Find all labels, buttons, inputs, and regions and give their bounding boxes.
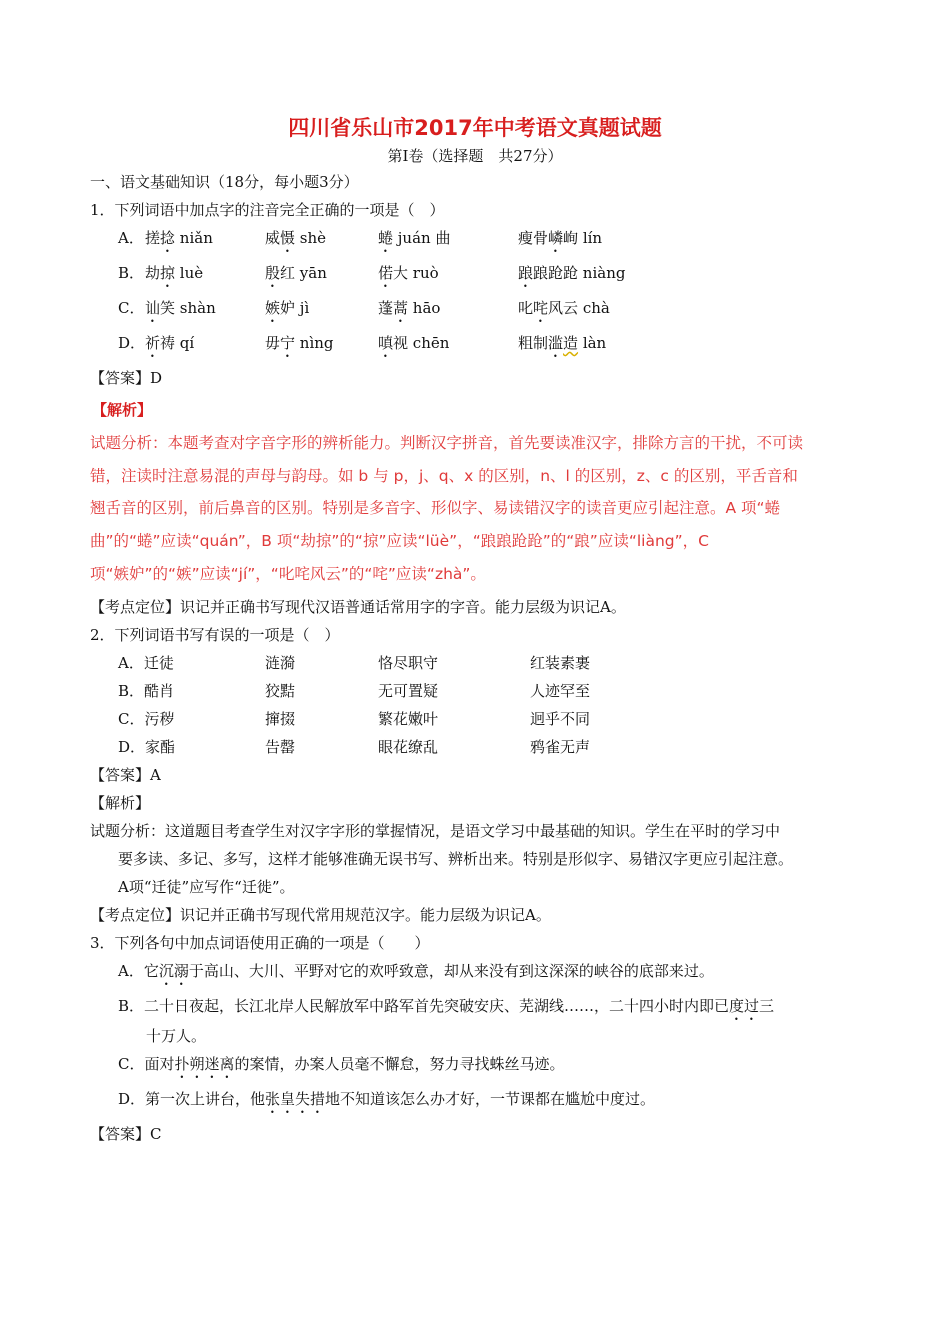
q1-option-a-word3: 蜷 juán 曲 [378,229,451,247]
q2-analysis-line: 试题分析：这道题目考查学生对汉字字形的掌握情况，是语文学习中最基础的知识。学生在平时的学习中 [90,822,781,840]
q1-option-b-word1: 劫掠 luè [145,264,204,282]
q1-analysis-line: 翘舌音的区别，前后鼻音的区别。特别是多音字、形似字、易读错汉字的读音更应引起注意。A 项“蜷 [90,499,781,517]
q1-option-d-word2: 毋宁 nìng [265,334,334,352]
q2-cell: 恪尽职守 [378,654,439,672]
q3-option-a: A．它沉溺于高山、大川、平野对它的欢呼致意，却从来没有到这深深的峡谷的底部来过。 [118,962,714,980]
q2-cell: 告罄 [265,738,296,756]
section-heading: 一、语文基础知识（18分，每小题3分） [90,173,359,191]
q1-analysis-line: 试题分析：本题考查对字音字形的辨析能力。判断汉字拼音，首先要读准汉字，排除方言的干扰，不可读 [90,434,804,452]
q1-option-b-label: B． [118,264,145,282]
q1-option-b-word4: 踉踉跄跄 niàng [518,264,626,282]
q2-stem: 2．下列词语书写有误的一项是（ ） [90,626,340,644]
q1-option-c-word3: 蓬蒿 hāo [378,299,441,317]
q2-cell: 繁花嫩叶 [378,710,439,728]
q1-option-d-word4: 粗制滥造 làn [518,334,607,352]
q2-cell: D．家酯 [118,738,176,756]
q3-option-d: D．第一次上讲台，他张皇失措地不知道该怎么办才好，一节课都在尴尬中度过。 [118,1090,656,1108]
q3-stem: 3．下列各句中加点词语使用正确的一项是（ ） [90,934,430,952]
q2-cell: 撺掇 [265,710,296,728]
q1-option-c-word1: 讪笑 shàn [145,299,216,317]
q1-analysis-heading: 【解析】 [92,401,153,419]
q2-cell: B．酷肖 [118,682,175,700]
q2-cell: 红装素裹 [530,654,591,672]
q1-option-d-label: D． [118,334,146,352]
q3-option-c: C．面对扑朔迷离的案情，办案人员毫不懈怠，努力寻找蛛丝马迹。 [118,1055,565,1073]
q1-answer: 【答案】D [90,369,163,387]
q1-option-b-word2: 殷红 yān [265,264,327,282]
q2-cell: 涟漪 [265,654,296,672]
q1-analysis-line: 项“嫉妒”的“嫉”应读“jí”，“叱咤风云”的“咤”应读“zhà”。 [90,565,486,583]
q1-stem: 1．下列词语中加点字的注音完全正确的一项是（ ） [90,201,445,219]
q2-cell: 无可置疑 [378,682,439,700]
q1-option-c-label: C． [118,299,145,317]
q1-option-c-word2: 嫉妒 jì [265,299,310,317]
q2-cell: 眼花缭乱 [378,738,439,756]
q2-cell: C．污秽 [118,710,175,728]
q2-answer: 【答案】A [90,766,161,784]
page-subtitle: 第Ⅰ卷（选择题 共27分） [387,147,563,165]
q3-answer: 【答案】C [90,1125,162,1143]
q1-option-c-word4: 叱咤风云 chà [518,299,610,317]
q2-cell: 鸦雀无声 [530,738,591,756]
q2-cell: 狡黠 [265,682,296,700]
q2-analysis-line: A项“迁徒”应写作“迁徙”。 [118,878,295,896]
q2-cell: 迥乎不同 [530,710,591,728]
q1-option-a-word4: 瘦骨嶙峋 lín [518,229,603,247]
q1-kaodian: 【考点定位】识记并正确书写现代汉语普通话常用字的字音。能力层级为识记A。 [90,598,626,616]
q1-analysis-line: 曲”的“蜷”应读“quán”，B 项“劫掠”的“掠”应读“lüè”，“踉踉跄跄”的“踉”应读“liàng”，C [90,532,709,550]
q1-option-d-word1: 祈祷 qí [145,334,195,352]
q3-option-b-continued: 十万人。 [146,1027,207,1045]
q2-analysis-heading: 【解析】 [90,794,151,812]
q2-analysis-line: 要多读、多记、多写，这样才能够准确无误书写、辨析出来。特别是形似字、易错汉字更应引起注意。 [118,850,794,868]
q1-option-a-word2: 威慑 shè [265,229,327,247]
q1-option-a-word1: 搓捻 niǎn [145,229,213,247]
q2-kaodian: 【考点定位】识记并正确书写现代常用规范汉字。能力层级为识记A。 [90,906,551,924]
q1-option-b-word3: 偌大 ruò [378,264,439,282]
q1-analysis-line: 错，注读时注意易混的声母与韵母。如 b 与 p，j、q、x 的区别，n、l 的区别，z、c 的区别，平舌音和 [90,467,798,485]
page-title: 四川省乐山市2017年中考语文真题试题 [288,116,662,140]
q1-option-d-word3: 嗔视 chēn [378,334,450,352]
q1-option-a-label: A． [118,229,144,247]
q2-cell: A．迁徒 [118,654,174,672]
q3-option-b: B．二十日夜起，长江北岸人民解放军中路军首先突破安庆、芜湖线……，二十四小时内即已度过三 [118,997,775,1015]
q2-cell: 人迹罕至 [530,682,591,700]
